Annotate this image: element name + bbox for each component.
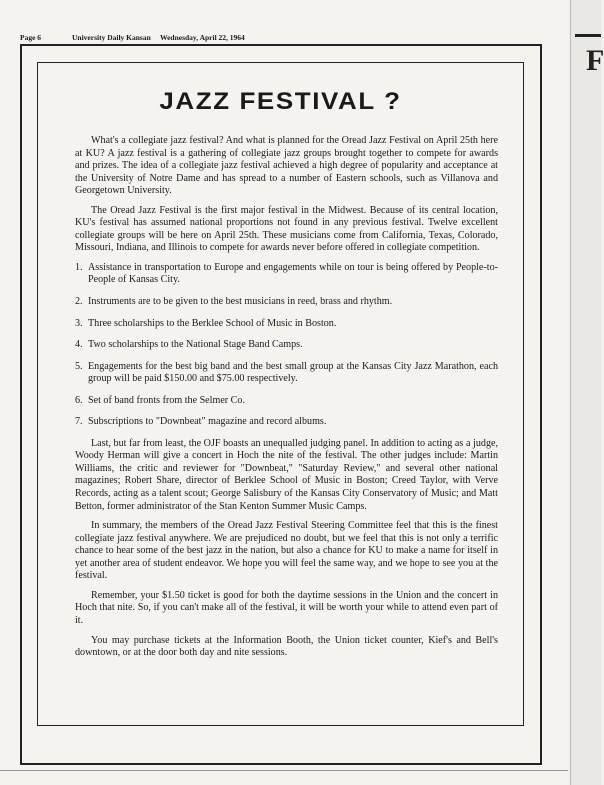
page-number: Page 6 xyxy=(20,33,42,42)
closing-section xyxy=(75,438,498,660)
list-number: 2. xyxy=(75,296,83,308)
list-item xyxy=(75,318,498,331)
ad-title: JAZZ FESTIVAL ? xyxy=(159,88,402,115)
adjacent-page-rule xyxy=(575,34,601,37)
list-text: Engagements for the best big band and the best small group at the Kansas City Jazz Marathon, each group will be paid $150.00 and $75.00 respectively. xyxy=(88,360,498,385)
ad-body xyxy=(75,135,498,660)
list-item xyxy=(75,296,498,309)
list-text: Two scholarships to the National Stage Band Camps. xyxy=(88,339,303,351)
adjacent-page-strip xyxy=(570,0,601,785)
list-number: 5. xyxy=(75,360,83,372)
list-number: 7. xyxy=(75,416,83,428)
list-text: Subscriptions to "Downbeat" magazine and record albums. xyxy=(88,416,327,428)
intro-paragraph: What's a collegiate jazz festival? And what is planned for the Oread Jazz Festival on April 25th here at KU? A jazz festival is a gathering of collegiate jazz groups brought together to compete for awards and prizes. The idea of a collegiate jazz festival achieved a high degree of popularity and acceptance at the University of Notre Dame and has spread to a number of Eastern schools, such as Villanova and Georgetown University. xyxy=(75,135,498,197)
list-text: Three scholarships to the Berklee School of Music in Boston. xyxy=(88,317,337,329)
list-text: Assistance in transportation to Europe and engagements while on tour is being offered by People-to-People of Kansas City. xyxy=(88,261,498,286)
list-number: 3. xyxy=(75,317,83,329)
closing-paragraph: Last, but far from least, the OJF boasts an unequalled judging panel. In addition to acting as a judge, Woody Herman will give a concert in Hoch the nite of the festival. The other judges include: Martin Williams, the critic and reviewer for "Downbeat," "Saturday Review," and several other national magazines; Robert Share, director of Berklee School of Music in Boston; Creed Taylor, with Verve Records, acting as a talent scout; George Salisbury of the Kansas City Conservatory of Music; and Matt Betton, former administrator of the Stan Kenton Summer Music Camps. xyxy=(75,437,498,512)
adjacent-page-letter: F xyxy=(586,44,604,77)
list-number: 1. xyxy=(75,261,83,273)
list-item xyxy=(75,361,498,386)
closing-paragraph: In summary, the members of the Oread Jazz Festival Steering Committee feel that this is the finest collegiate jazz festival anywhere. We are prejudiced no doubt, but we feel that this is not only a terrific chance to hear some of the best jazz in the nation, but also a chance for KU to make a name for itself in yet another area of student endeavor. We hope you will feel the same way, and we hope to see you at the festival. xyxy=(75,520,498,582)
list-number: 4. xyxy=(75,339,83,351)
list-text: Set of band fronts from the Selmer Co. xyxy=(88,394,245,406)
closing-paragraph: You may purchase tickets at the Information Booth, the Union ticket counter, Kief's and Bell's downtown, or at the door both day and nite sessions. xyxy=(75,634,498,659)
closing-paragraph: Remember, your $1.50 ticket is good for both the daytime sessions in the Union and the concert in Hoch that nite. So, if you can't make all of the festival, it will be worth your while to attend even part of it. xyxy=(75,589,498,626)
newspaper-name: University Daily Kansan xyxy=(72,33,151,42)
page-bottom-rule xyxy=(0,770,568,771)
list-item xyxy=(75,395,498,408)
intro-paragraph: The Oread Jazz Festival is the first major festival in the Midwest. Because of its central location, KU's festival has assumed national proportions not found in any previous festival. Twelve excellent collegiate groups will be here on April 25th. These musicians come from California, Texas, Colorado, Missouri, Indiana, and Illinois to compete for awards never before offered in collegiate competition. xyxy=(75,204,498,254)
issue-date: Wednesday, April 22, 1964 xyxy=(160,33,245,42)
list-item xyxy=(75,339,498,352)
list-item xyxy=(75,416,498,429)
list-number: 6. xyxy=(75,394,83,406)
list-text: Instruments are to be given to the best musicians in reed, brass and rhythm. xyxy=(88,296,393,308)
list-item xyxy=(75,262,498,287)
awards-list xyxy=(75,262,498,429)
